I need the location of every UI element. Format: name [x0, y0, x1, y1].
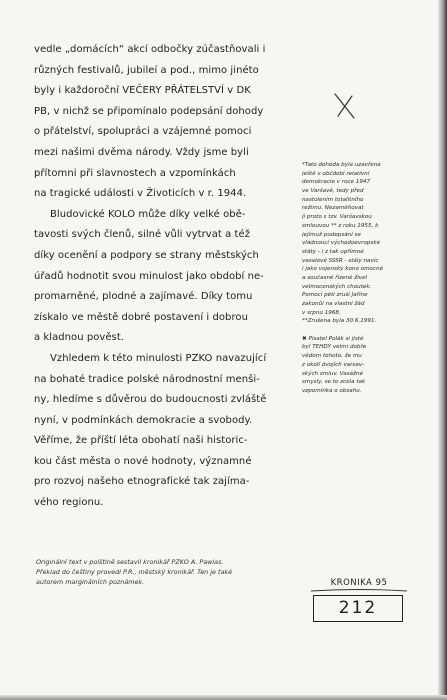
note-line: ještě v občdobí relativní	[302, 170, 370, 177]
note-line: Pomocí pěti zruší Jaříne	[302, 292, 368, 299]
note-line: a současně řízené živel	[302, 274, 368, 281]
scan-edge-shadow	[438, 0, 447, 700]
note-line: *Tato dohoda byla uzavřena	[302, 162, 381, 168]
note-line: i jako vojensky konó omocné	[302, 266, 384, 273]
text-line: vedle „domácích“ akcí odbočky zúčastňovali i	[34, 44, 266, 55]
note-line: z okolí dvojích varsav-	[302, 361, 365, 368]
text-line: Bludovické KOLO může díky velké obě-	[50, 208, 246, 220]
note-line: státy - i z tak upřímné	[302, 248, 364, 255]
note-line: jejímuž podepsání se	[302, 231, 361, 238]
text-line: a kladnou pověst.	[34, 332, 125, 344]
text-line: Věříme, že příští léta obohatí naši historic-	[34, 435, 248, 447]
footnote-line: Překlad do češtiny provedl P.R., městský kronikář. Ten je také	[36, 568, 233, 576]
note-line	[302, 326, 429, 335]
note-line: ji proto s tzv. Varšavskou	[302, 214, 372, 221]
note-line: vzpomínka o obsahu.	[302, 387, 362, 394]
text-line: přítomni při slavnostech a vzpomínkách	[34, 167, 236, 179]
note-line: smysly, se to zcela tak	[302, 379, 366, 386]
note-line: vědom tohoto, že mu	[302, 353, 362, 360]
text-line: PB, v nichž se připomínalo podepsání dohody	[34, 105, 264, 117]
note-line: smlouvou ** z roku 1955, k	[302, 222, 379, 229]
note-line: režimu. Nezaměňovat	[302, 205, 364, 212]
text-line: kou část města o nové hodnoty, významné	[34, 455, 252, 467]
note-line: ve Varšavě, tedy před	[302, 188, 364, 195]
page-number: 212	[338, 598, 378, 618]
margin-annotation	[302, 161, 429, 396]
text-line: ny, hledíme s důvěrou do budoucnosti zvláště	[34, 394, 267, 406]
text-line: pro rozvoj našeho etnografické tak zajíma-	[34, 476, 250, 488]
margin-x-mark-icon	[330, 88, 360, 128]
text-line: získalo ve městě dobré postavení i dobrou	[34, 311, 248, 323]
text-line: vého regionu.	[34, 497, 104, 509]
note-line: zakonůl na vlastní žád	[302, 301, 365, 307]
footnote-line: autorem marginálních poznámek.	[36, 578, 145, 586]
text-line: Vzhledem k této minulosti PZKO navazující	[50, 352, 267, 364]
note-line: byl TEHDY velmi dobře	[302, 344, 367, 351]
text-line: na tragické události v Životicích v r. 1944.	[34, 188, 247, 200]
text-line: byly i každoroční VEČERY PŘÁTELSTVÍ v DK	[34, 85, 251, 97]
translator-footnote	[36, 557, 286, 587]
text-line: úřadů hodnotit svou minulost jako období ne-	[34, 270, 264, 282]
text-line: tavosti svých členů, silné vůli vytrvat a též	[34, 229, 251, 241]
scan-bottom-edge	[0, 695, 447, 700]
note-line: nastolením totalitního	[302, 196, 364, 203]
text-line: díky ocenění a podpory se strany městských	[34, 249, 259, 261]
note-line: v srpnu 1968.	[302, 309, 341, 316]
text-line: na bohaté tradice polské národnostní menši-	[34, 373, 260, 385]
stamp-label: KRONIKA 95	[330, 578, 388, 588]
text-line: různých festivalů, jubileí a pod., mimo jinéto	[34, 64, 259, 76]
main-text-block	[34, 40, 296, 514]
note-line: demokracie v roce 1947	[302, 179, 371, 186]
note-line: vasalové SSSR - stály navíc	[302, 257, 379, 264]
text-line: mezi našimi dvěma národy. Vždy jsme byli	[34, 146, 249, 158]
note-line: vládnoucí východoevropské	[302, 240, 381, 247]
text-line: nyní, v podmínkách demokracie a svobody.	[34, 414, 253, 426]
note-line: ✖ Pisatel Polák si jistě	[302, 335, 364, 342]
note-line: **Zrušena byla 30.6.1991.	[302, 318, 377, 325]
footnote-line: Originální text v polštině sestavil kronikář PZKO A. Pawlas.	[36, 558, 224, 566]
text-line: o přátelství, spolupráci a vzájemné pomoci	[34, 126, 252, 138]
note-line: velmocenských choutek.	[302, 283, 372, 290]
text-line: promarněné, plodné a zajímavé. Díky tomu	[34, 291, 253, 303]
note-line: ských smluv. Vasážné	[302, 370, 363, 377]
